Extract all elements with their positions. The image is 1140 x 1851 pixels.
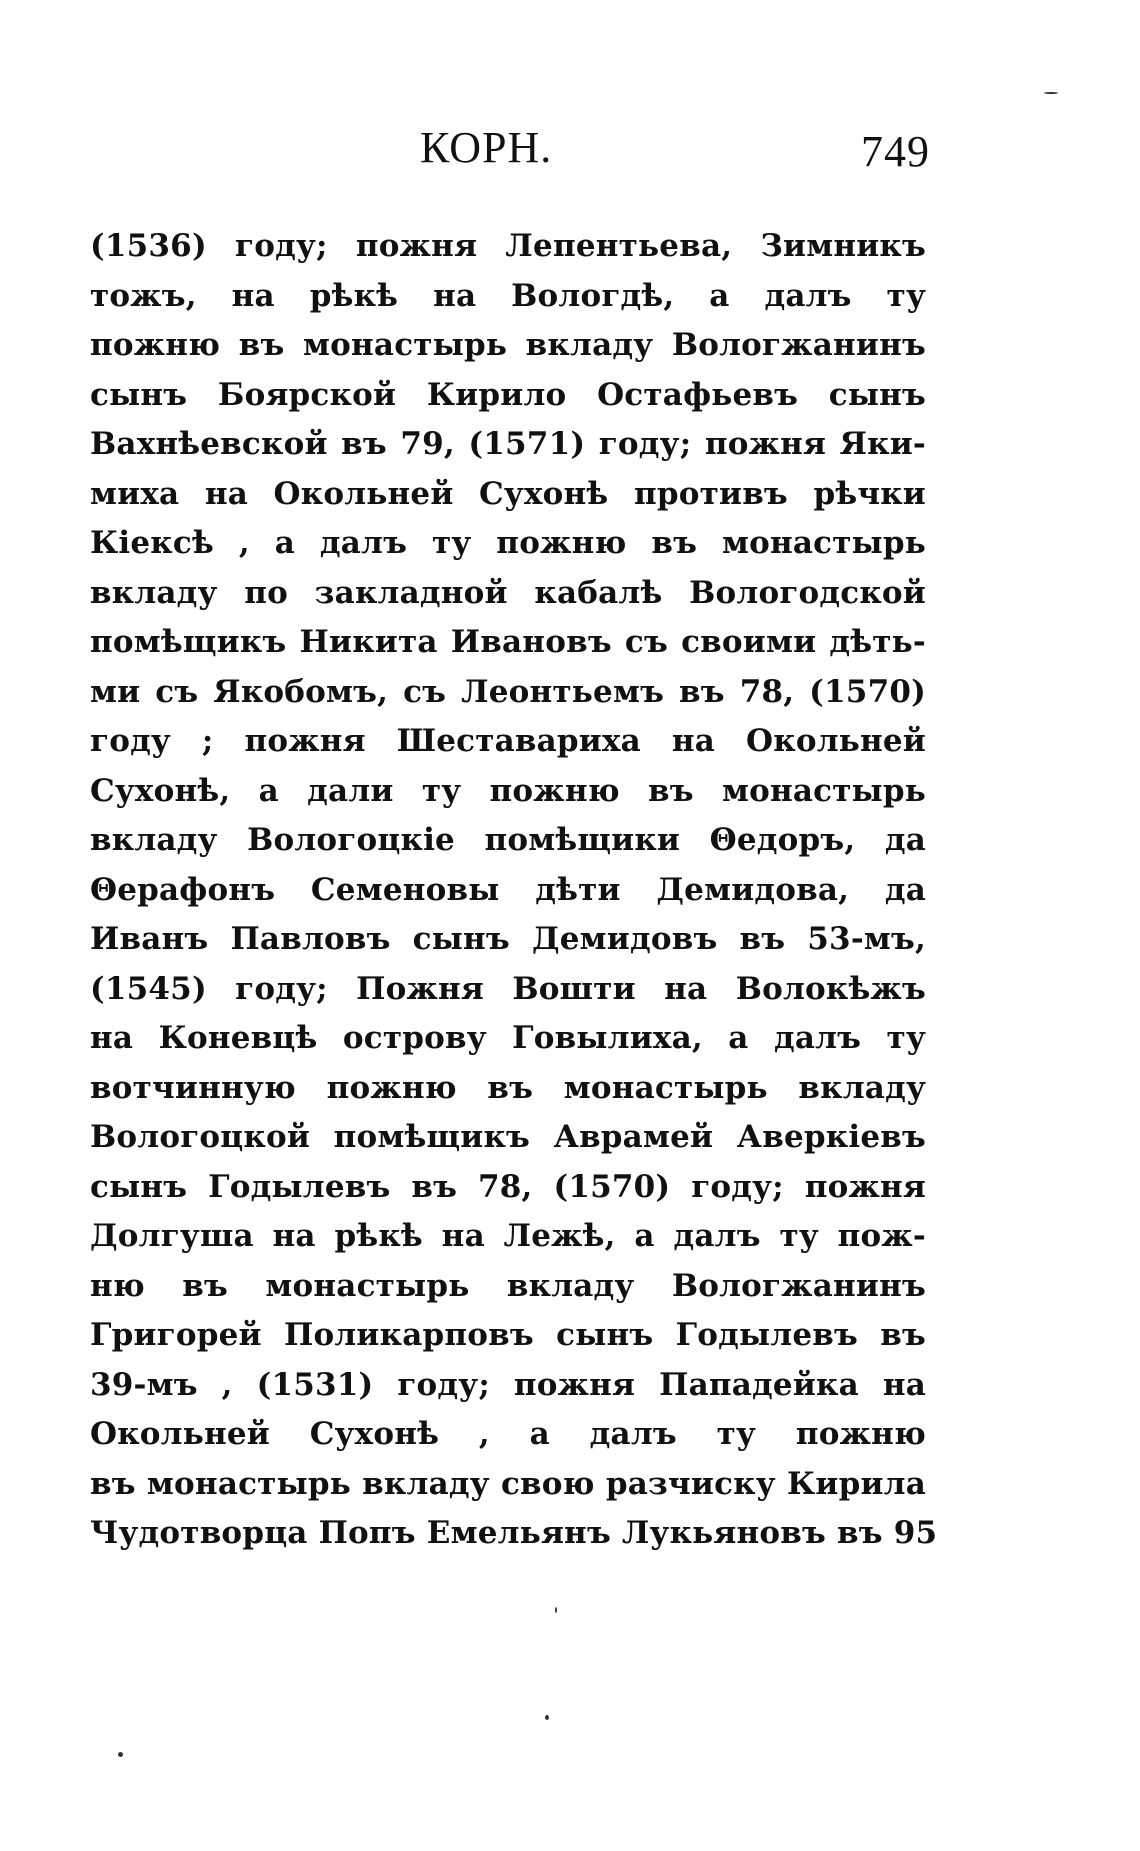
ink-speck	[1044, 92, 1058, 94]
text-line: ню въ монастырь вкладу Вологжанинъ	[90, 1267, 926, 1304]
text-line: Григорей Поликарповъ сынъ Годылевъ въ	[90, 1317, 926, 1353]
text-line: Вахнѣевской въ 79, (1571) году; пожня Яки-	[90, 426, 926, 462]
text-line: Долгуша на рѣкѣ на Лежѣ, а далъ ту пож-	[90, 1218, 926, 1254]
text-line: Чудотворца Попъ Емельянъ Лукьяновъ въ 95	[90, 1515, 938, 1551]
text-line: вотчинную пожню въ монастырь вкладу	[90, 1069, 926, 1106]
running-head: КОРН.	[420, 123, 553, 172]
ink-speck	[118, 1752, 123, 1757]
text-line: сынъ Годылевъ въ 78, (1570) году; пожня	[90, 1168, 926, 1205]
text-line: ми съ Якобомъ, съ Леонтьемъ въ 78, (1570)	[90, 673, 926, 710]
text-line: миха на Окольней Сухонѣ противъ рѣчки	[90, 475, 926, 512]
text-line: Сухонѣ, а дали ту пожню въ монастырь	[90, 772, 926, 809]
text-line: Окольней Сухонѣ , а далъ ту пожню	[90, 1416, 926, 1452]
text-line: году ; пожня Шеставариха на Окольней	[90, 723, 926, 759]
text-line: на Коневцѣ острову Говылиха, а далъ ту	[90, 1020, 926, 1056]
text-line: Кіексѣ , а далъ ту пожню въ монастырь	[90, 525, 926, 561]
text-line: сынъ Боярской Кирило Остафьевъ сынъ	[90, 376, 926, 413]
page-header	[90, 122, 930, 192]
text-line: Иванъ Павловъ сынъ Демидовъ въ 53-мъ,	[90, 921, 926, 957]
text-line: вкладу Вологоцкіе помѣщики Θедоръ, да	[90, 822, 926, 858]
text-line: (1545) году; Пожня Вошти на Волокѣжъ	[90, 970, 926, 1007]
text-line: Вологоцкой помѣщикъ Аврамей Аверкіевъ	[90, 1119, 926, 1155]
body-text	[90, 222, 938, 1559]
text-line: (1536) году; пожня Лепентьева, Зимникъ	[90, 228, 926, 264]
text-line: тожъ, на рѣкѣ на Вологдѣ, а далъ ту	[90, 277, 926, 314]
page-number: 749	[861, 127, 930, 176]
ink-speck	[545, 1715, 549, 1720]
text-line: пожню въ монастырь вкладу Вологжанинъ	[90, 327, 926, 363]
ink-speck	[555, 1607, 557, 1613]
text-line: 39-мъ , (1531) году; пожня Пападейка на	[90, 1366, 926, 1403]
text-line: въ монастырь вкладу свою разчиску Кирила	[90, 1465, 926, 1502]
text-line: вкладу по закладной кабалѣ Вологодской	[90, 574, 926, 611]
text-line: Θерафонъ Семеновы дѣти Демидова, да	[90, 871, 926, 908]
text-line: помѣщикъ Никита Ивановъ съ своими дѣть-	[90, 624, 926, 660]
